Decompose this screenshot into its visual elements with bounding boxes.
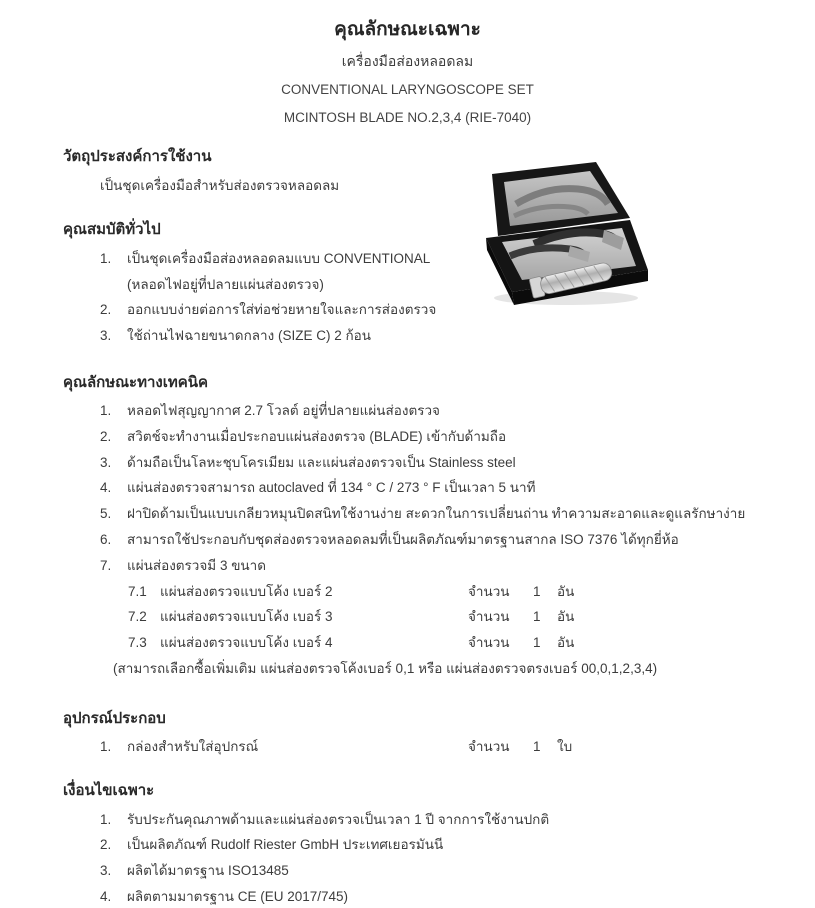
quantity-value: 1 <box>533 583 541 599</box>
item-text: ด้ามถือเป็นโลหะชุบโครเมียม และแผ่นส่องตรวจเป็น Stainless steel <box>127 454 516 470</box>
section-heading-conditions: เงื่อนไขเฉพาะ <box>63 781 155 799</box>
item-number: 1. <box>100 738 112 754</box>
item-number: 7.2 <box>128 609 147 625</box>
section-heading-accessories: อุปกรณ์ประกอบ <box>63 709 166 727</box>
document-header <box>0 0 815 132</box>
item-text: ผลิตตามมาตรฐาน CE (EU 2017/745) <box>127 888 349 904</box>
item-number: 4. <box>100 480 112 496</box>
section-heading-purpose: วัตถุประสงค์การใช้งาน <box>63 148 212 165</box>
page-title: คุณลักษณะเฉพาะ <box>334 19 481 40</box>
accessories-list <box>63 734 765 760</box>
item-text: ฝาปิดด้ามเป็นแบบเกลียวหมุนปิดสนิทใช้งานง่าย สะดวกในการเปลี่ยนถ่าน ทำความสะอาดและดูแลรักษาง่าย <box>127 506 746 522</box>
accessory-row <box>63 734 765 760</box>
list-item <box>63 832 765 858</box>
section-purpose <box>63 146 765 199</box>
item-text: รับประกันคุณภาพด้ามและแผ่นส่องตรวจเป็นเวลา 1 ปี จากการใช้งานปกติ <box>127 811 550 827</box>
item-text: แผ่นส่องตรวจแบบโค้ง เบอร์ 3 <box>160 609 333 625</box>
optional-blades-note: (สามารถเลือกซื้อเพิ่มเติม แผ่นส่องตรวจโค้งเบอร์ 0,1 หรือ แผ่นส่องตรวจตรงเบอร์ 00,0,1,2,3,4) <box>113 660 658 676</box>
item-text: หลอดไฟสุญญากาศ 2.7 โวลต์ อยู่ที่ปลายแผ่นส่องตรวจ <box>127 402 440 418</box>
subtitle-english-1: CONVENTIONAL LARYNGOSCOPE SET <box>281 82 534 97</box>
item-number: 6. <box>100 531 112 547</box>
item-text: แผ่นส่องตรวจสามารถ autoclaved ที่ 134 ° C / 273 ° F เป็นเวลา 5 นาที <box>127 480 536 496</box>
blade-size-row <box>63 579 765 605</box>
item-number: 3. <box>100 454 112 470</box>
item-text: แผ่นส่องตรวจแบบโค้ง เบอร์ 4 <box>160 635 333 651</box>
general-list <box>63 246 765 349</box>
item-number: 4. <box>100 888 112 904</box>
list-item <box>63 323 765 349</box>
section-technical-specs <box>63 372 765 682</box>
quantity-label: จำนวน <box>468 583 510 599</box>
section-conditions <box>63 780 765 908</box>
section-heading-technical: คุณลักษณะทางเทคนิค <box>63 373 209 391</box>
technical-list <box>63 398 765 682</box>
blade-size-row <box>63 630 765 656</box>
item-text: แผ่นส่องตรวจมี 3 ขนาด <box>127 557 267 573</box>
item-text: เป็นผลิตภัณฑ์ Rudolf Riester GmbH ประเทศเยอรมันนี <box>127 837 444 853</box>
list-item <box>63 858 765 884</box>
subtitle-english-2: MCINTOSH BLADE NO.2,3,4 (RIE-7040) <box>283 110 532 125</box>
item-number: 2. <box>100 428 112 444</box>
quantity-value: 1 <box>533 635 541 651</box>
list-item <box>63 450 765 476</box>
list-item <box>63 475 765 501</box>
quantity-value: 1 <box>533 738 541 754</box>
quantity-value: 1 <box>533 609 541 625</box>
item-text: ผลิตได้มาตรฐาน ISO13485 <box>127 863 289 879</box>
item-number: 3. <box>100 863 112 879</box>
list-item <box>63 398 765 424</box>
item-number: 1. <box>100 402 112 418</box>
quantity-label: จำนวน <box>468 738 510 754</box>
blade-size-row <box>63 604 765 630</box>
list-item-continuation: (หลอดไฟอยู่ที่ปลายแผ่นส่องตรวจ) <box>127 276 324 292</box>
section-accessories <box>63 708 765 760</box>
item-number: 5. <box>100 506 112 522</box>
item-text: ออกแบบง่ายต่อการใส่ท่อช่วยหายใจและการส่องตรวจ <box>127 302 437 318</box>
conditions-list <box>63 807 765 908</box>
section-general-properties <box>63 219 765 349</box>
item-text: เป็นชุดเครื่องมือส่องหลอดลมแบบ CONVENTIONAL <box>127 250 431 266</box>
list-item <box>63 297 765 323</box>
quantity-unit: ใบ <box>557 738 573 754</box>
item-text: แผ่นส่องตรวจแบบโค้ง เบอร์ 2 <box>160 583 333 599</box>
section-heading-general: คุณสมบัติทั่วไป <box>63 220 161 238</box>
item-number: 7.3 <box>128 635 147 651</box>
list-item <box>63 807 765 833</box>
list-item <box>63 527 765 553</box>
quantity-label: จำนวน <box>468 635 510 651</box>
item-text: สวิตช์จะทำงานเมื่อประกอบแผ่นส่องตรวจ (BLADE) เข้ากับด้ามถือ <box>127 428 507 444</box>
purpose-body: เป็นชุดเครื่องมือสำหรับส่องตรวจหลอดลม <box>100 178 340 193</box>
quantity-unit: อัน <box>557 609 575 625</box>
item-number: 1. <box>100 250 112 266</box>
list-item <box>63 424 765 450</box>
quantity-unit: อัน <box>557 583 575 599</box>
quantity-unit: อัน <box>557 635 575 651</box>
subtitle-thai: เครื่องมือส่องหลอดลม <box>341 53 474 69</box>
item-number: 7. <box>100 557 112 573</box>
item-number: 2. <box>100 302 112 318</box>
item-number: 1. <box>100 811 112 827</box>
item-text: ใช้ถ่านไฟฉายขนาดกลาง (SIZE C) 2 ก้อน <box>127 328 371 344</box>
item-number: 3. <box>100 328 112 344</box>
quantity-label: จำนวน <box>468 609 510 625</box>
list-item <box>63 246 765 272</box>
list-item <box>63 884 765 908</box>
item-number: 7.1 <box>128 583 147 599</box>
list-item <box>63 501 765 527</box>
item-text: กล่องสำหรับใส่อุปกรณ์ <box>127 738 259 754</box>
item-number: 2. <box>100 837 112 853</box>
item-text: สามารถใช้ประกอบกับชุดส่องตรวจหลอดลมที่เป็นผลิตภัณฑ์มาตรฐานสากล ISO 7376 ได้ทุกยี่ห้อ <box>127 531 679 547</box>
list-item <box>63 553 765 579</box>
